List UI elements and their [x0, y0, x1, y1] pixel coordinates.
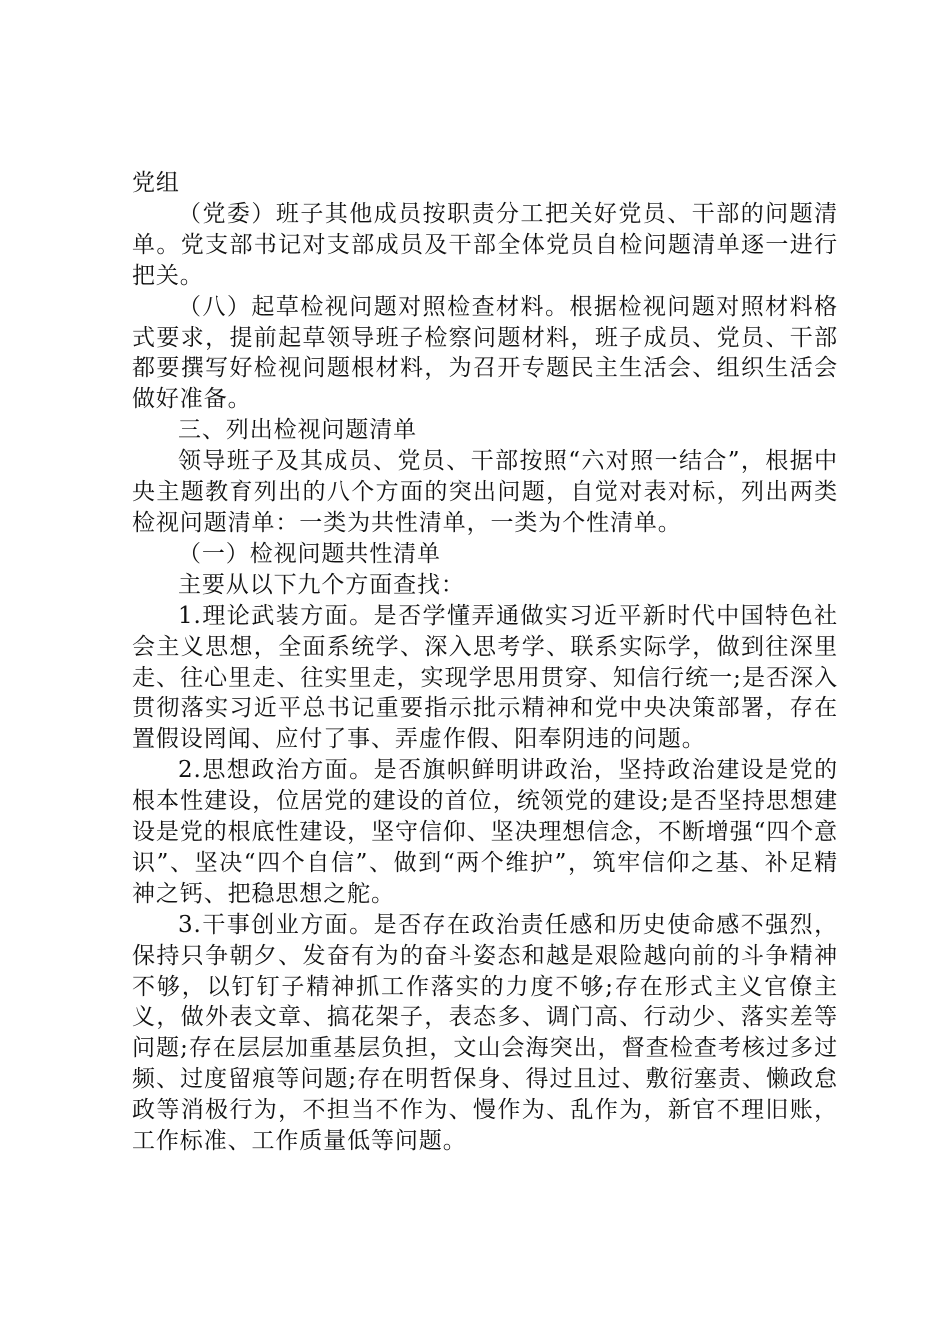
paragraph-leadership-lists: 领导班子及其成员、党员、干部按照“六对照一结合”，根据中央主题教育列出的八个方面的突出问题，自觉对表对标，列出两类检视问题清单：一类为共性清单，一类为个性清单。 — [132, 448, 838, 536]
item-entrepreneurship: 3.干事创业方面。是否存在政治责任感和历史使命感不强烈，保持只争朝夕、发奋有为的奋斗姿态和越是艰险越向前的斗争精神不够，以钉钉子精神抓工作落实的力度不够;存在形式主义官僚主义，做外表文章、搞花架子，表态多、调门高、行动少、落实差等问题;存在层层加重基层负担，文山会海突出，督查检查考核过多过频、过度留痕等问题;存在明哲保身、得过且过、敷衍塞责、懒政怠政等消极行为，不担当不作为、慢作为、乱作为，新官不理旧账，工作标准、工作质量低等问题。 — [132, 911, 838, 1155]
subsection-heading-common-list: （一）检视问题共性清单 — [178, 540, 441, 567]
paragraph-party-committee: （党委）班子其他成员按职责分工把关好党员、干部的问题清单。党支部书记对支部成员及干部全体党员自检问题清单逐一进行把关。 — [132, 200, 838, 289]
paragraph-nine-aspects: 主要从以下九个方面查找： — [178, 571, 465, 598]
item-ideological-politics: 2.思想政治方面。是否旗帜鲜明讲政治，坚持政治建设是党的根本性建设，位居党的建设的首位，统领党的建设;是否坚持思想建设是党的根底性建设，坚守信仰、坚决理想信念，不断增强“四个意识”、坚决“四个自信”、做到“两个维护”，筑牢信仰之基、补足精神之钙、把稳思想之舵。 — [132, 757, 838, 907]
paragraph-draft-materials: （八）起草检视问题对照检查材料。根据检视问题对照材料格式要求，提前起草领导班子检察问题材料，班子成员、党员、干部都要撰写好检视问题根材料，为召开专题民主生活会、组织生活会做好准备。 — [132, 293, 838, 413]
section-heading-list-problems: 三、列出检视问题清单 — [178, 417, 417, 444]
paragraph-fragment-heading: 党组 — [132, 170, 180, 196]
document-body — [132, 168, 838, 1157]
item-theory-armament: 1.理论武装方面。是否学懂弄通做实习近平新时代中国特色社会主义思想，全面系统学、深入思考学、联系实际学，做到往深里走、往心里走、往实里走，实现学思用贯穿、知信行统一;是否深入贯彻落实习近平总书记重要指示批示精神和党中央决策部署，存在置假设罔闻、应付了事、弄虚作假、阳奉阴违的问题。 — [132, 602, 838, 753]
